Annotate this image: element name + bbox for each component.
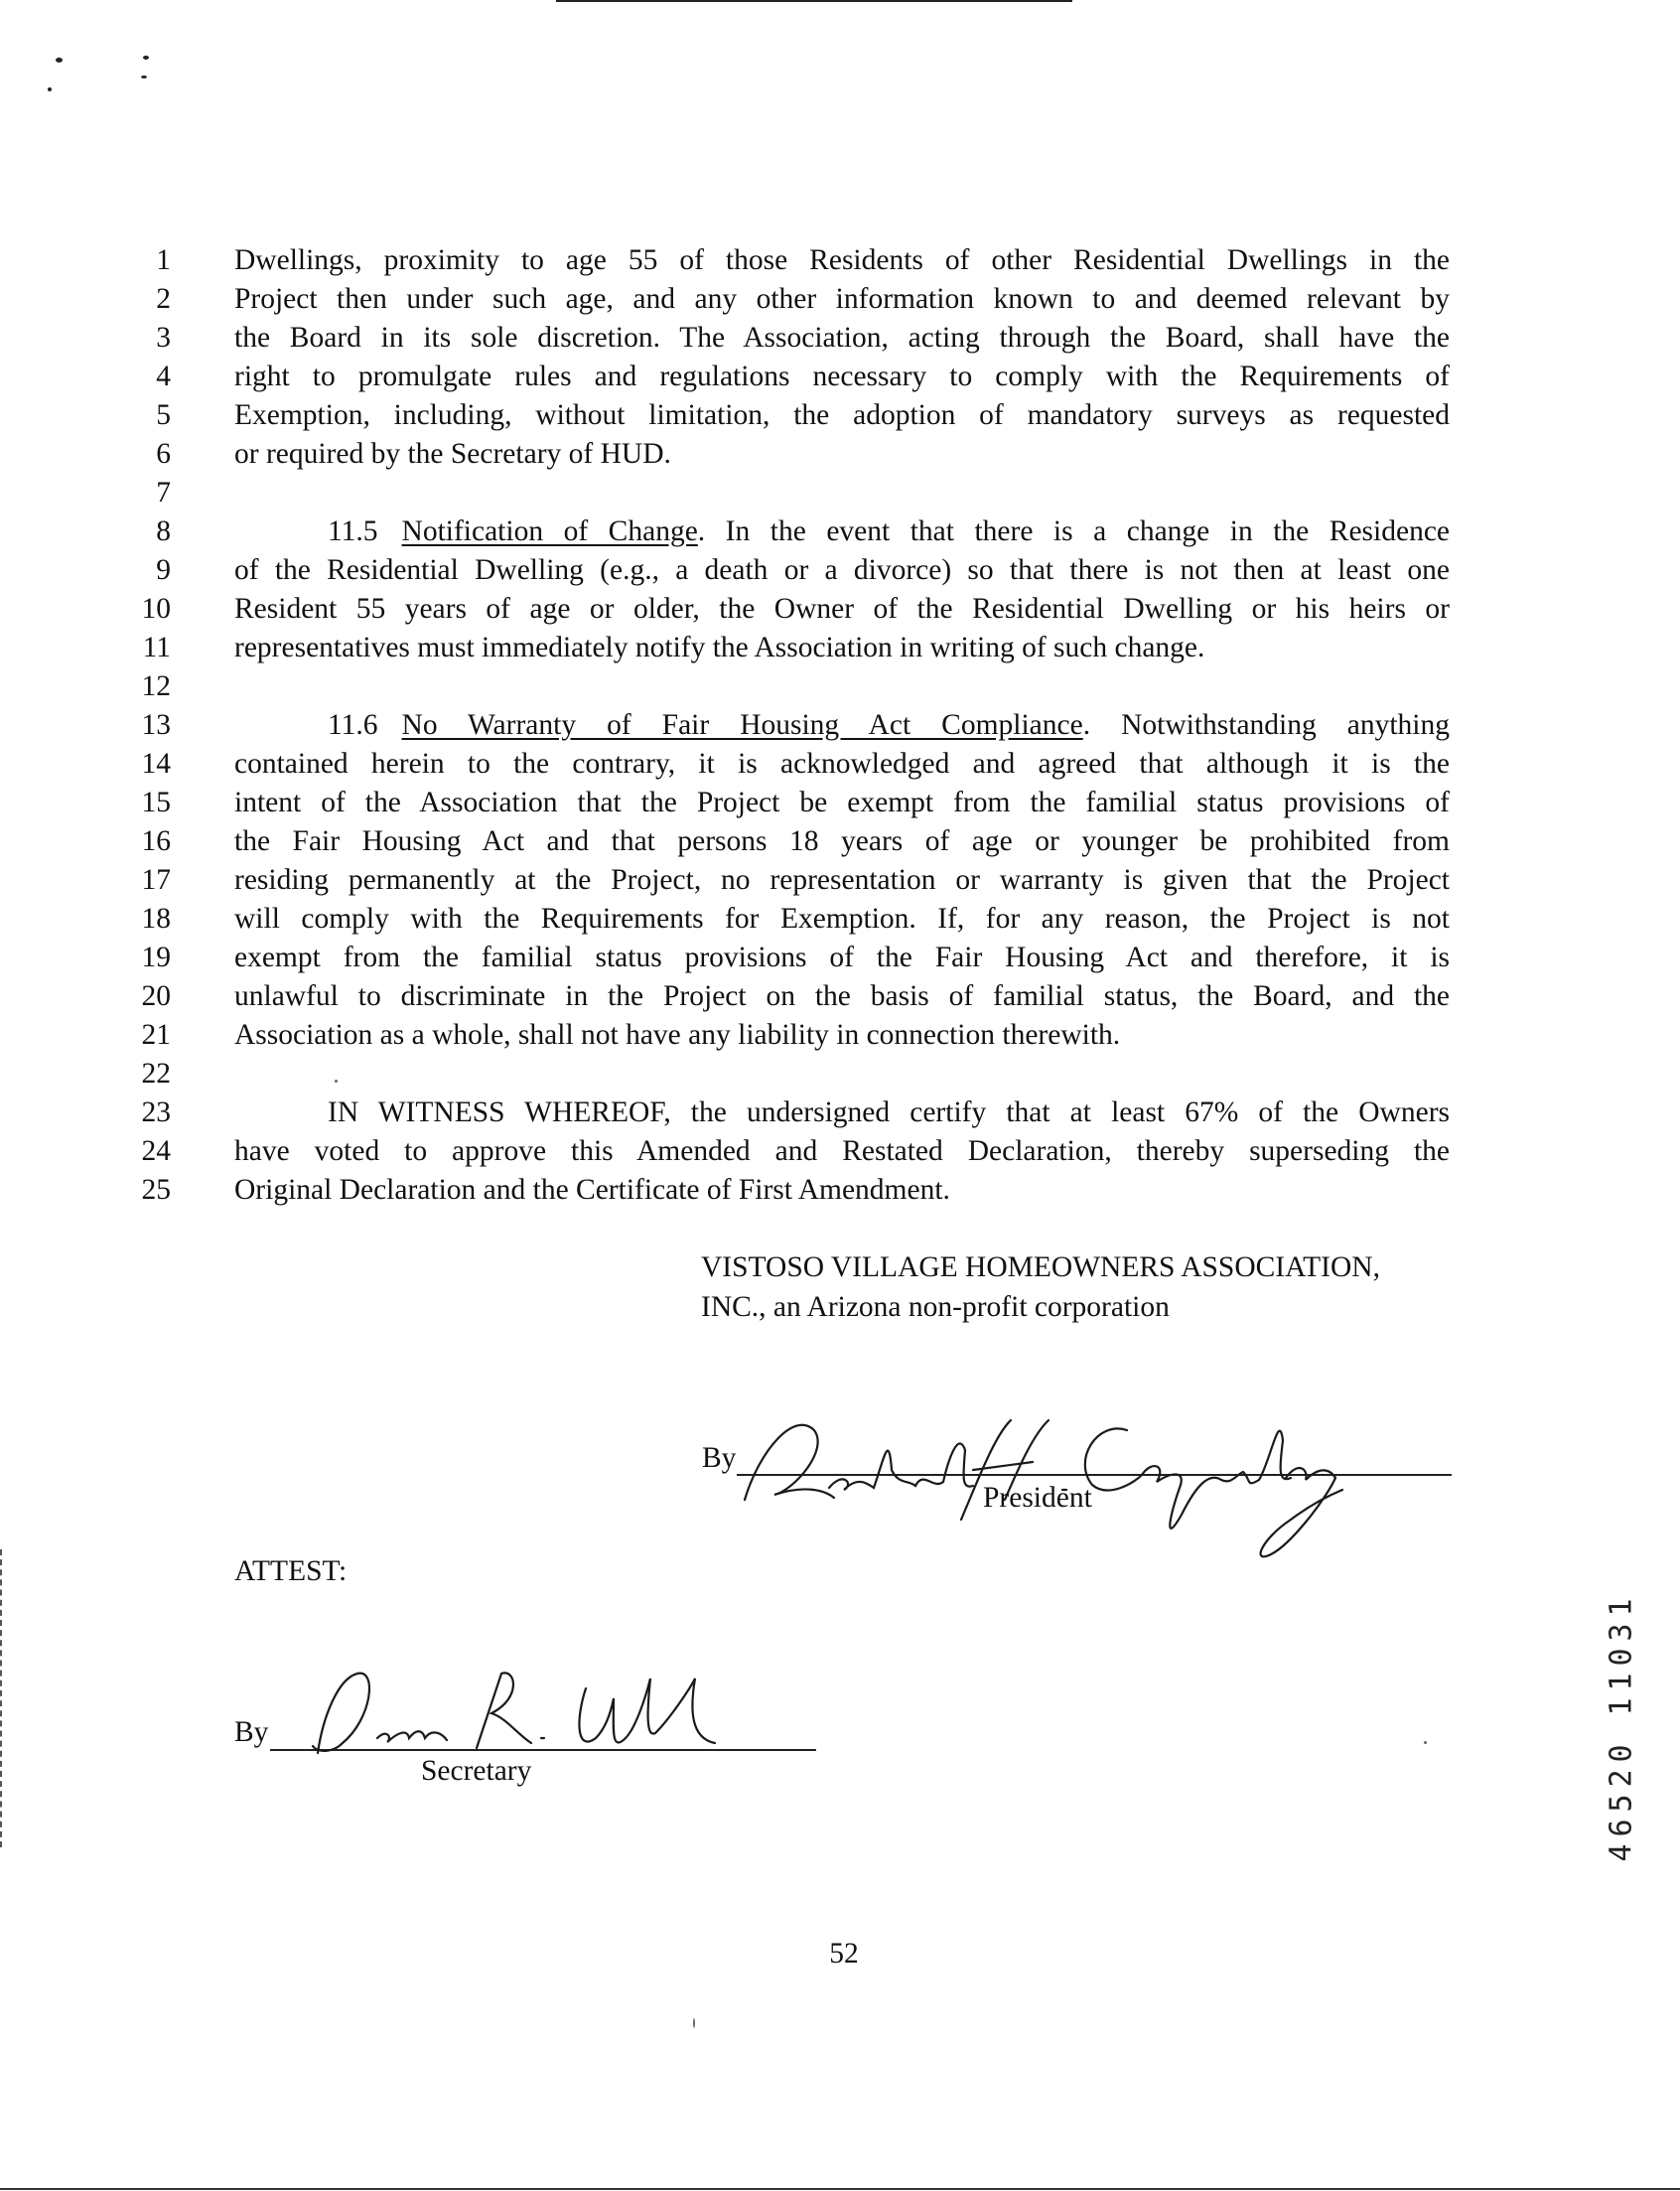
document-line <box>0 318 1680 358</box>
line-number: 22 <box>141 1058 171 1090</box>
line-body: Original Declaration and the Certificate of First Amendment. <box>234 1174 950 1206</box>
line-body: the Board in its sole discretion. The Association, acting through the Board, shall have the <box>234 322 1450 354</box>
line-number: 25 <box>141 1174 171 1206</box>
line-number: 4 <box>156 361 171 392</box>
stamp-digit: 6 <box>1604 1819 1639 1837</box>
line-number: 7 <box>156 477 171 509</box>
line-text <box>234 1170 950 1210</box>
secretary-title: Secretary <box>421 1755 532 1787</box>
line-number: 5 <box>156 399 171 431</box>
document-line <box>0 1015 1680 1055</box>
document-line <box>0 1170 1680 1210</box>
secretary-by-label: By <box>234 1716 269 1748</box>
stamp-digit: 3 <box>1604 1623 1639 1642</box>
line-number: 17 <box>141 864 171 896</box>
section-number: 11.6 <box>328 709 378 741</box>
line-text <box>234 511 1450 551</box>
line-body: representatives must immediately notify the Association in writing of such change. <box>234 632 1205 663</box>
line-text <box>234 783 1450 822</box>
line-number: 11 <box>142 632 171 663</box>
document-line <box>0 705 1680 745</box>
line-text <box>234 938 1450 977</box>
line-body: . In the event that there is a change in the Residence <box>697 515 1451 547</box>
line-text <box>234 1131 1450 1171</box>
stamp-digit: 4 <box>1604 1843 1639 1862</box>
line-number: 10 <box>141 593 171 625</box>
line-number: 15 <box>141 787 171 818</box>
line-text <box>234 628 1204 667</box>
document-line <box>0 1054 1680 1094</box>
section-heading: Notification of Change <box>401 515 698 547</box>
document-line <box>0 744 1680 784</box>
line-body: exempt from the familial status provisions of the Fair Housing Act and therefore, it is <box>234 942 1450 973</box>
line-number: 13 <box>141 709 171 741</box>
line-number: 9 <box>156 554 171 586</box>
line-text <box>234 395 1450 435</box>
document-line <box>0 628 1680 667</box>
line-number: 12 <box>141 670 171 702</box>
stamp-digit: 1 <box>1604 1673 1639 1691</box>
document-line <box>0 1093 1680 1132</box>
page-bottom-edge <box>0 2188 1680 2190</box>
stamp-digit: 2 <box>1604 1769 1639 1788</box>
line-text <box>234 550 1450 590</box>
line-body: will comply with the Requirements for Exemption. If, for any reason, the Project is not <box>234 903 1450 935</box>
secretary-signature <box>298 1659 735 1768</box>
stamp-digit: 5 <box>1604 1794 1639 1813</box>
attest-label: ATTEST: <box>234 1555 348 1587</box>
document-line <box>0 357 1680 396</box>
document-line <box>0 473 1680 512</box>
line-text <box>234 318 1450 358</box>
scan-speck <box>693 2018 695 2028</box>
line-body: the Fair Housing Act and that persons 18 years of age or younger be prohibited from <box>234 825 1450 857</box>
line-body: of the Residential Dwelling (e.g., a death or a divorce) so that there is not then at least one <box>234 554 1450 586</box>
line-body: right to promulgate rules and regulations necessary to comply with the Requirements of <box>234 361 1450 392</box>
line-number: 6 <box>156 438 171 470</box>
document-line <box>0 1131 1680 1171</box>
line-number: 14 <box>141 748 171 780</box>
section-heading: No Warranty of Fair Housing Act Compliance <box>401 709 1083 741</box>
line-text <box>234 1015 1120 1055</box>
document-line <box>0 899 1680 939</box>
line-number: 1 <box>156 244 171 276</box>
document-line <box>0 666 1680 706</box>
signature-org-line-2: INC., an Arizona non-profit corporation <box>701 1291 1170 1323</box>
line-number: 19 <box>141 942 171 973</box>
page-top-edge <box>556 0 1072 2</box>
document-line <box>0 279 1680 319</box>
stamp-digit: 0 <box>1604 1648 1639 1667</box>
scan-edge-mark <box>0 1549 5 1847</box>
document-line <box>0 976 1680 1016</box>
line-text <box>234 589 1450 629</box>
document-line <box>0 395 1680 435</box>
line-body: Dwellings, proximity to age 55 of those Residents of other Residential Dwellings in the <box>234 244 1450 276</box>
document-line <box>0 821 1680 861</box>
stamp-digit: 1 <box>1604 1598 1639 1617</box>
line-body: Association as a whole, shall not have any liability in connection therewith. <box>234 1019 1121 1051</box>
page-number: 52 <box>829 1938 859 1970</box>
line-number: 24 <box>141 1135 171 1167</box>
stamp-digit: 1 <box>1604 1697 1639 1716</box>
line-body: contained herein to the contrary, it is acknowledged and agreed that although it is the <box>234 748 1450 780</box>
line-text <box>234 1093 1450 1132</box>
line-text <box>234 744 1450 784</box>
line-body: unlawful to discriminate in the Project on the basis of familial status, the Board, and the <box>234 980 1450 1012</box>
stamp-digit: 0 <box>1604 1744 1639 1763</box>
signature-org-line-1: VISTOSO VILLAGE HOMEOWNERS ASSOCIATION, <box>701 1251 1380 1283</box>
line-text <box>234 860 1450 900</box>
line-text <box>234 821 1450 861</box>
scan-corner-marks <box>40 50 159 99</box>
line-text <box>234 240 1450 280</box>
line-body: or required by the Secretary of HUD. <box>234 438 671 470</box>
line-body: have voted to approve this Amended and Restated Declaration, thereby superseding the <box>234 1135 1450 1167</box>
line-body: residing permanently at the Project, no representation or warranty is given that the Project <box>234 864 1450 896</box>
line-number: 18 <box>141 903 171 935</box>
line-number: 16 <box>141 825 171 857</box>
line-number: 2 <box>156 283 171 315</box>
line-number: 20 <box>141 980 171 1012</box>
president-by-label: By <box>702 1442 737 1474</box>
section-number: 11.5 <box>328 515 378 547</box>
line-text <box>234 899 1450 939</box>
document-line <box>0 511 1680 551</box>
president-signature <box>735 1390 1350 1569</box>
line-body: intent of the Association that the Project be exempt from the familial status provisions of <box>234 787 1450 818</box>
line-number: 8 <box>156 515 171 547</box>
president-title: President <box>983 1482 1092 1514</box>
line-text <box>234 357 1450 396</box>
line-body: . Notwithstanding anything <box>1082 709 1450 741</box>
line-text <box>234 434 671 474</box>
document-line <box>0 240 1680 280</box>
line-text <box>234 279 1450 319</box>
scan-speck <box>335 1080 338 1083</box>
document-line <box>0 589 1680 629</box>
document-line <box>0 860 1680 900</box>
line-text <box>234 705 1450 745</box>
scan-speck <box>1424 1741 1427 1744</box>
line-number: 3 <box>156 322 171 354</box>
document-line <box>0 938 1680 977</box>
recording-stamp <box>1601 1595 1642 1865</box>
line-body: Exemption, including, without limitation, the adoption of mandatory surveys as requested <box>234 399 1450 431</box>
document-line <box>0 783 1680 822</box>
document-line <box>0 550 1680 590</box>
line-number: 23 <box>141 1096 171 1128</box>
line-body: Project then under such age, and any other information known to and deemed relevant by <box>234 283 1450 315</box>
document-line <box>0 434 1680 474</box>
line-number: 21 <box>141 1019 171 1051</box>
line-body: Resident 55 years of age or older, the Owner of the Residential Dwelling or his heirs or <box>234 593 1450 625</box>
line-text <box>234 976 1450 1016</box>
line-body: IN WITNESS WHEREOF, the undersigned certify that at least 67% of the Owners <box>328 1096 1450 1128</box>
